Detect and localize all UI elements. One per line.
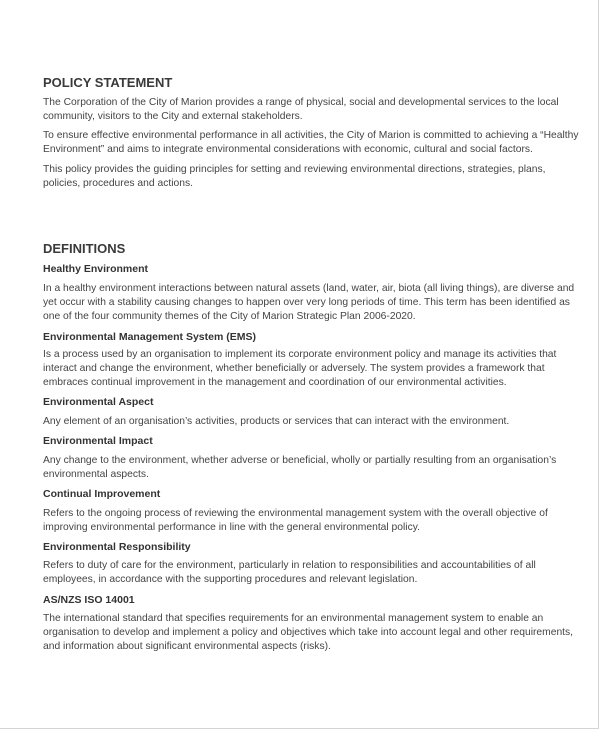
definition-term: AS/NZS ISO 14001	[43, 594, 135, 606]
definition-text	[43, 415, 583, 429]
policy-paragraph	[43, 129, 583, 157]
text-line: In a healthy environment interactions between natural assets (land, water, air, biota (all living things), are diverse and	[43, 283, 575, 294]
policy-statement-heading: POLICY STATEMENT	[43, 75, 173, 90]
text-line: interact and change the environment, whether beneficially or adversely. The system provides a framework that	[43, 363, 545, 375]
definition-term: Environmental Aspect	[43, 396, 154, 408]
text-line: Is a process used by an organisation to implement its corporate environment policy and manage its activities that	[43, 349, 557, 360]
definition-text	[43, 348, 583, 391]
text-line: community, visitors to the City and external stakeholders.	[43, 111, 303, 123]
text-line: The Corporation of the City of Marion provides a range of physical, social and developmental services to the local	[43, 97, 559, 108]
text-line: Any change to the environment, whether adverse or beneficial, wholly or partially resulting from an organisation’s	[43, 455, 557, 466]
definition-text	[43, 559, 583, 587]
text-line: employees, in accordance with the supporting procedures and relevant legislation.	[43, 574, 418, 586]
definition-term: Healthy Environment	[43, 263, 149, 275]
policy-paragraph	[43, 163, 583, 191]
policy-paragraph	[43, 96, 583, 124]
text-line: policies, procedures and actions.	[43, 178, 193, 190]
text-line: improving environmental performance in line with the general environmental policy.	[43, 522, 420, 534]
text-line: Refers to duty of care for the environment, particularly in relation to responsibilities and accountabilities of all	[43, 560, 536, 571]
text-line: yet occur with a stability causing changes to happen over very long periods of time. This term has been identified as	[43, 297, 570, 309]
text-line: Refers to the ongoing process of reviewing the environmental management system with the overall objective of	[43, 508, 548, 519]
definition-term: Environmental Responsibility	[43, 541, 191, 553]
text-line: and information about significant environmental aspects (risks).	[43, 641, 331, 653]
definitions-heading: DEFINITIONS	[43, 241, 126, 256]
text-line: organisation to develop and implement a policy and objectives which take into account legal and other requirements,	[43, 627, 574, 639]
text-line: environmental aspects.	[43, 469, 149, 481]
text-line: Environment” and aims to integrate environmental considerations with economic, cultural and social factors.	[43, 144, 533, 156]
text-line: one of the four community themes of the City of Marion Strategic Plan 2006-2020.	[43, 311, 416, 323]
text-line: To ensure effective environmental performance in all activities, the City of Marion is committed to achieving a “Healthy	[43, 130, 579, 141]
definition-text	[43, 282, 583, 325]
text-line: The international standard that specifies requirements for an environmental management system to enable an	[43, 613, 544, 624]
text-line: Any element of an organisation’s activities, products or services that can interact with the environment.	[43, 416, 510, 427]
text-line: embraces continual improvement in the management and coordination of our environmental activities.	[43, 377, 507, 389]
definition-term: Continual Improvement	[43, 488, 161, 500]
definition-term: Environmental Management System (EMS)	[43, 331, 256, 343]
definition-text	[43, 612, 583, 655]
text-line: This policy provides the guiding principles for setting and reviewing environmental directions, strategies, plans,	[43, 164, 546, 175]
definition-text	[43, 507, 583, 535]
definition-text	[43, 454, 583, 482]
definition-term: Environmental Impact	[43, 435, 153, 447]
